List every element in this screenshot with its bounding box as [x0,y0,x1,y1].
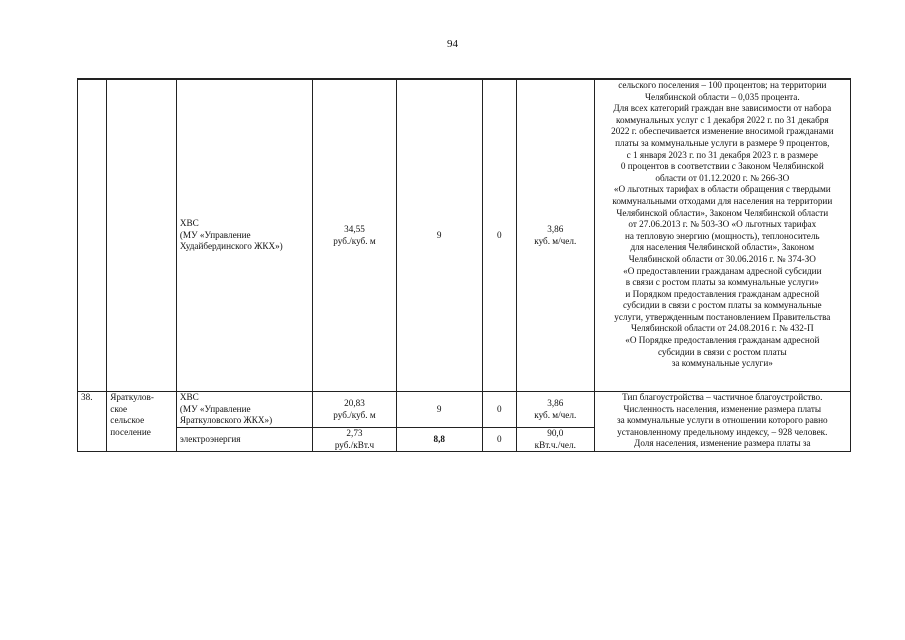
norm-value: 3,86 [547,223,564,234]
index-cell: 9 [396,80,482,392]
tariff-value: 20,83 [344,397,365,408]
tariff-unit: руб./кВт.ч [334,439,375,450]
index-2023-cell: 0 [482,428,516,452]
tariff-cell [313,392,397,428]
note-cell [594,80,850,392]
service-provider-line: (МУ «Управление [179,403,251,414]
norm-unit: куб. м/чел. [534,235,577,246]
note-line: платы за коммунальные услуги в размере 9 процентов, [615,137,830,148]
tariff-table [77,78,851,452]
tariff-value: 34,55 [344,223,365,234]
service-cell: электроэнергия [176,428,312,452]
note-line: и Порядком предоставления гражданам адресной [625,288,820,299]
service-cell [176,80,312,392]
norm-unit: кВт.ч./чел. [534,439,576,450]
note-cell [594,392,850,452]
norm-cell [516,392,594,428]
index-cell: 8,8 [396,428,482,452]
settlement-line: Яраткулов- [110,392,154,402]
service-cell [176,392,312,428]
note-line: от 27.06.2013 г. № 503-ЗО «О льготных тарифах [628,219,817,230]
norm-value: 90,0 [547,428,564,438]
note-line: Доля населения, изменение размера платы за [634,438,811,449]
service-provider-line: Яраткуловского ЖКХ») [179,415,273,426]
tariff-cell [313,80,397,392]
tariff-unit: руб./куб. м [333,235,376,246]
row-number-cell: 38. [78,392,107,452]
settlement-line: сельское [110,415,145,426]
tariff-cell [313,428,397,452]
note-line: Численность населения, изменение размера платы [623,403,822,414]
note-line: «О предоставлении гражданам адресной субсидии [623,265,822,276]
note-line: Челябинской области – 0,035 процента. [644,91,800,102]
note-line: за коммунальные услуги в отношении которого равно [616,415,828,426]
index-cell: 9 [396,392,482,428]
note-line: в связи с ростом платы за коммунальные услуги» [625,277,819,288]
page-number: 94 [447,38,458,50]
service-type: ХВС [179,392,199,403]
note-line: 0 процентов в соответствии с Законом Челябинской [620,161,824,172]
note-line: установленному предельному индексу, – 928 человек. [617,426,828,437]
settlement-cell [107,80,177,392]
norm-cell [516,80,594,392]
tariff-unit: руб./куб. м [333,409,376,420]
note-line: коммунальных услуг с 1 декабря 2022 г. по 31 декабря [616,114,829,125]
note-line: Челябинской области», Законом Челябинской области [616,207,829,218]
service-type: ХВС [179,218,199,229]
note-line: коммунальными отходами для населения на территории [612,195,833,206]
note-line: услуги, утвержденным постановлением Правительства [614,311,831,322]
table-row-38-water [78,392,851,428]
note-line: «О Порядке предоставления гражданам адресной [625,335,820,346]
norm-cell [516,428,594,452]
index-2023-cell: 0 [482,80,516,392]
note-line: для населения Челябинской области», Законом [630,242,815,253]
note-line: субсидии в связи с ростом платы за коммунальные [622,300,822,311]
note-line: сельского поселения – 100 процентов; на территории [618,80,827,90]
note-line: на тепловую энергию (мощность), теплоноситель [624,230,820,241]
note-line: за коммунальные услуги» [671,358,773,369]
tariff-value: 2,73 [346,428,363,438]
note-line: Челябинской области от 24.08.2016 г. № 432-П [631,323,814,334]
settlement-cell [107,392,177,452]
note-line: с 1 января 2023 г. по 31 декабря 2023 г. в размере [626,149,819,160]
table-row-continuation [78,80,851,392]
row-number-cell [78,80,107,392]
note-line: субсидии в связи с ростом платы [657,346,787,357]
note-line: Тип благоустройства – частичное благоустройство. [622,392,823,402]
note-line: «О льготных тарифах в области обращения с твердыми [613,184,831,195]
settlement-line: ское [110,403,128,414]
note-line: Челябинской области от 30.06.2016 г. № 374-ЗО [628,253,816,264]
service-provider: (МУ «Управление Худайбердинского ЖКХ») [179,229,283,252]
note-line: области от 01.12.2020 г. № 266-ЗО [655,172,790,183]
index-2023-cell: 0 [482,392,516,428]
settlement-line: поселение [110,426,151,437]
norm-value: 3,86 [547,397,564,408]
norm-unit: куб. м/чел. [534,409,577,420]
note-line: Для всех категорий граждан вне зависимости от набора [613,103,832,114]
note-line: 2022 г. обеспечивается изменение вносимой гражданами [611,126,834,137]
